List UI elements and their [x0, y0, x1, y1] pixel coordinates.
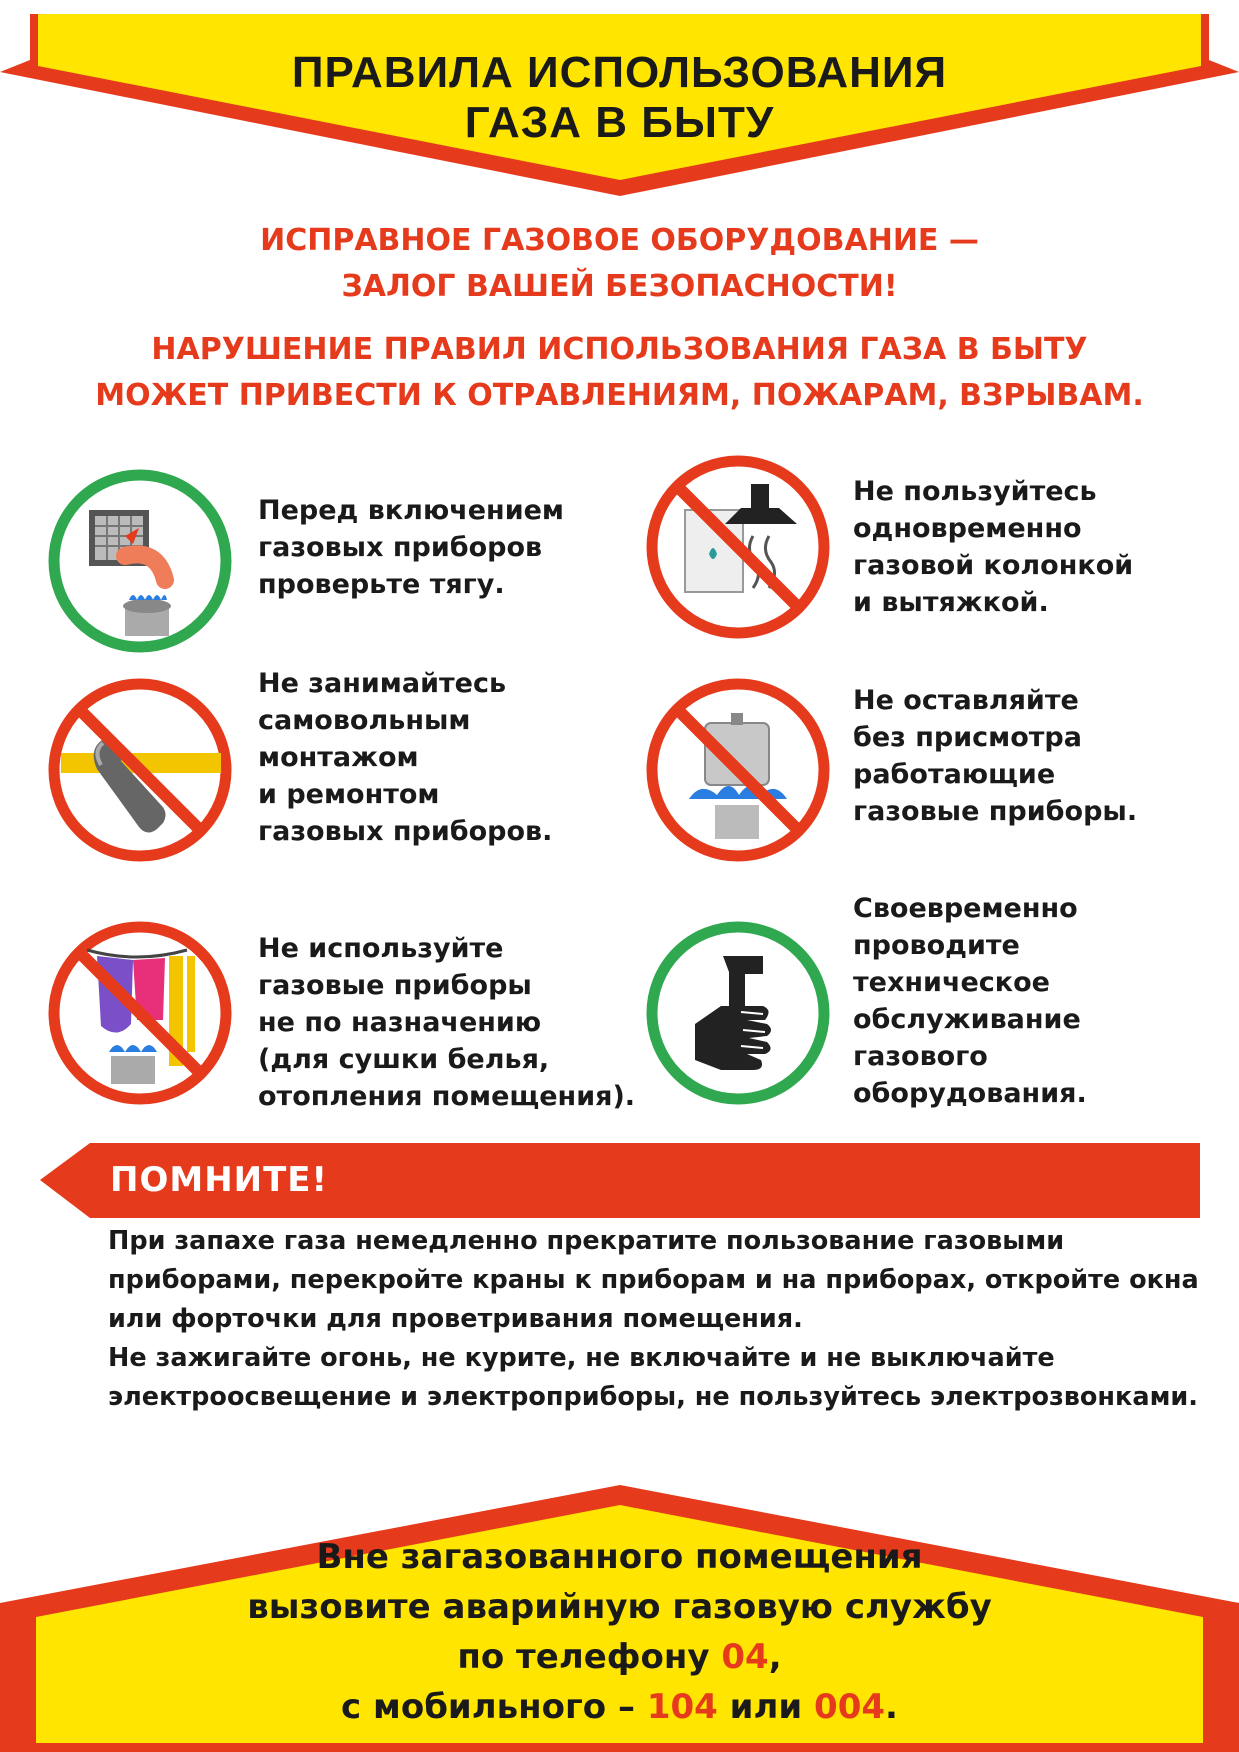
check-draft-icon: [47, 468, 233, 654]
subheading-warning: НАРУШЕНИЕ ПРАВИЛ ИСПОЛЬЗОВАНИЯ ГАЗА В БЫТУ МОЖЕТ ПРИВЕСТИ К ОТРАВЛЕНИЯМ, ПОЖАРАМ, ВЗРЫВАМ.: [95, 332, 1144, 413]
footer-line-4-suffix: .: [885, 1687, 898, 1727]
maintenance-icon: [645, 920, 831, 1106]
remember-paragraph-2: Не зажигайте огонь, не курите, не включайте и не выключайте электроосвещение и электроприборы, не пользуйтесь электрозвонками.: [108, 1343, 1198, 1412]
rule-text-unattended: Не оставляйте без присмотра работающие газовые приборы.: [853, 685, 1138, 827]
footer-line-4: [0, 1682, 1239, 1732]
rule-text-self-repair: Не занимайтесь самовольным монтажом и ремонтом газовых приборов.: [258, 668, 553, 847]
footer-line-3-suffix: ,: [768, 1637, 782, 1677]
no-drying-laundry-icon: [47, 920, 233, 1106]
phone-main: 04: [721, 1637, 769, 1677]
remember-label: ПОМНИТЕ!: [110, 1160, 329, 1200]
phone-mobile-2: 004: [814, 1687, 886, 1727]
rule-text-hood-and-heater: Не пользуйтесь одновременно газовой колонкой и вытяжкой.: [853, 476, 1134, 618]
footer-line-4-prefix: с мобильного –: [341, 1687, 647, 1727]
no-hood-with-heater-icon: [645, 454, 831, 640]
rule-text-maintenance: Своевременно проводите техническое обслуживание газового оборудования.: [853, 893, 1087, 1109]
footer-line-2: вызовите аварийную газовую службу: [247, 1587, 992, 1627]
no-unattended-stove-icon: [645, 677, 831, 863]
rule-text-misuse: Не используйте газовые приборы не по назначению (для сушки белья, отопления помещения).: [258, 933, 636, 1112]
footer-line-4-middle: или: [717, 1687, 815, 1727]
footer-line-3: [0, 1632, 1239, 1682]
subheading-safety: ИСПРАВНОЕ ГАЗОВОЕ ОБОРУДОВАНИЕ — ЗАЛОГ ВАШЕЙ БЕЗОПАСНОСТИ!: [260, 223, 979, 304]
phone-mobile-1: 104: [646, 1687, 718, 1727]
page-title: ПРАВИЛА ИСПОЛЬЗОВАНИЯ ГАЗА В БЫТУ: [291, 48, 948, 147]
emergency-call-text: [0, 1532, 1239, 1732]
no-self-repair-icon: [47, 677, 233, 863]
footer-line-3-prefix: по телефону: [457, 1637, 722, 1677]
remember-paragraph-1: При запахе газа немедленно прекратите пользование газовыми приборами, перекройте краны к приборам и на приборах, откройте окна или форточки для проветривания помещения.: [108, 1226, 1199, 1334]
remember-text: [108, 1222, 1218, 1417]
rule-text-check-draft: Перед включением газовых приборов проверьте тягу.: [258, 495, 564, 600]
footer-line-1: Вне загазованного помещения: [316, 1537, 923, 1577]
